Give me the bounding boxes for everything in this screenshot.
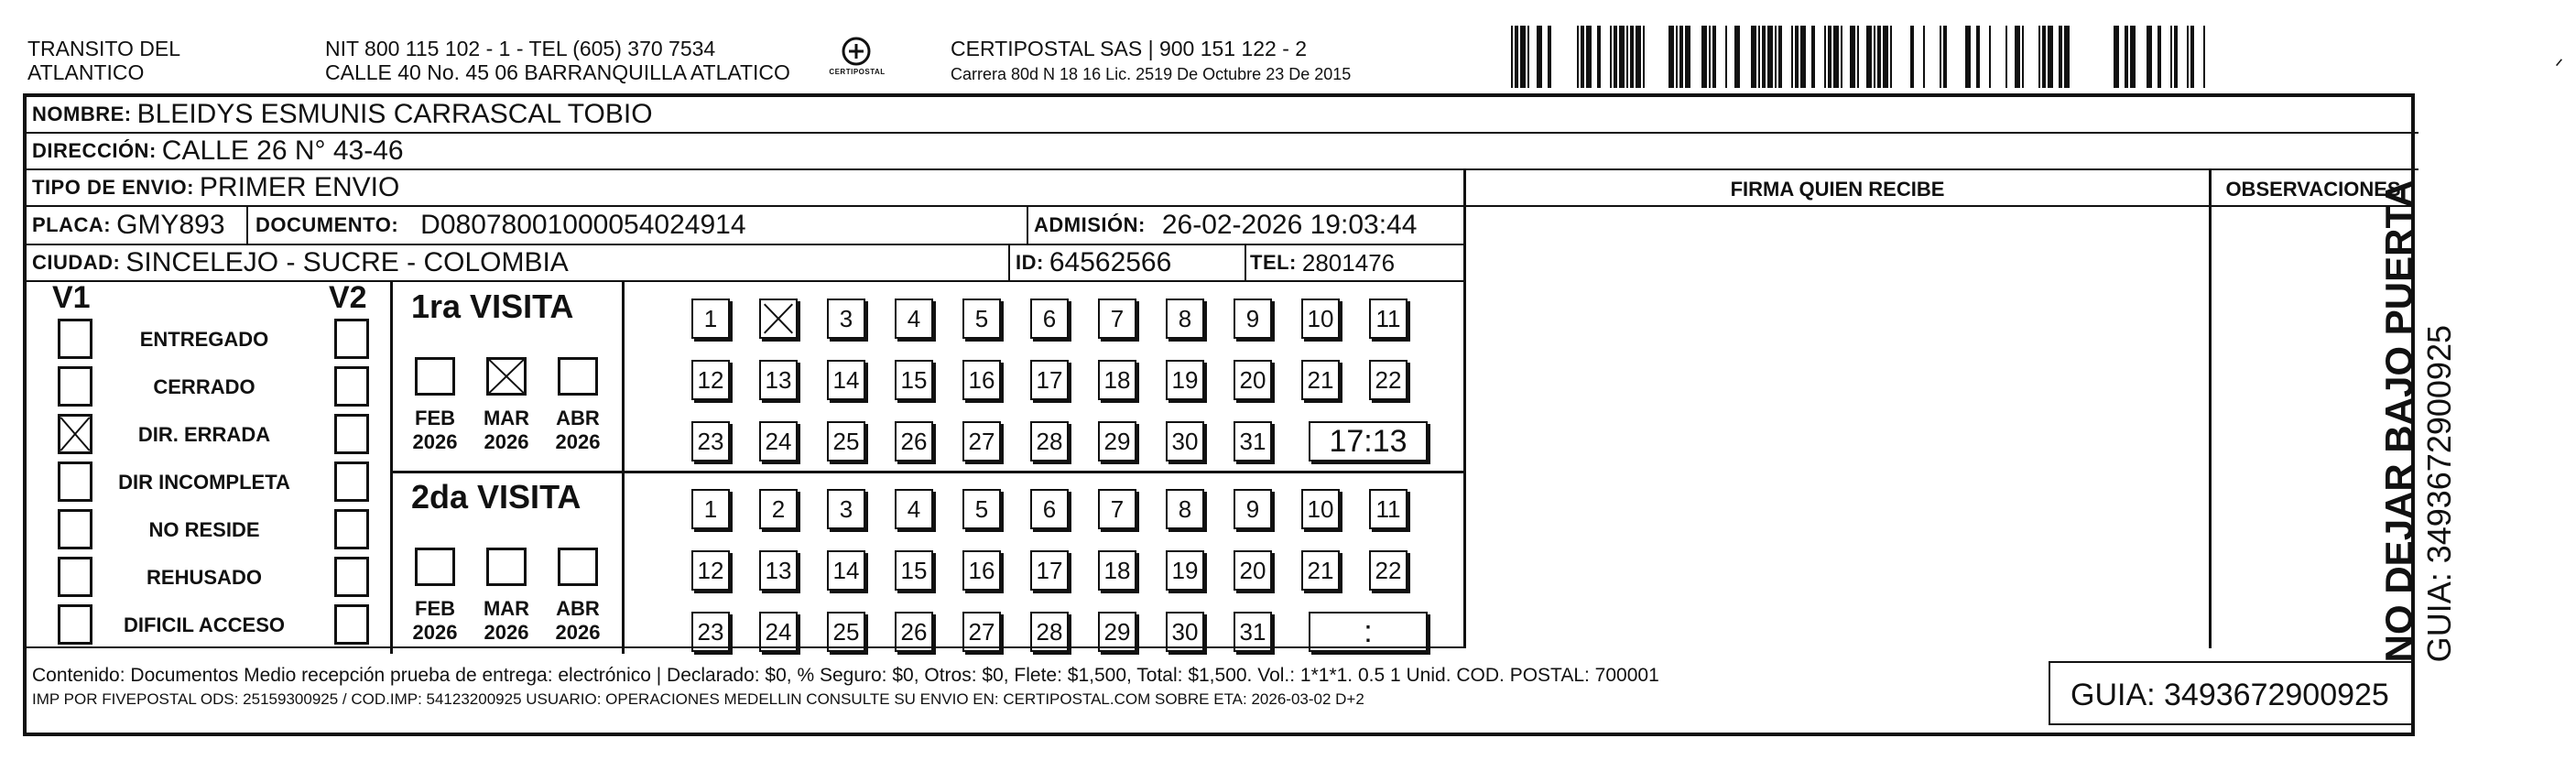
v2-checkbox[interactable] (334, 604, 369, 645)
day-box[interactable]: 9 (1234, 299, 1272, 339)
visit1-title: 1ra VISITA (411, 288, 574, 325)
signature-area[interactable] (1466, 207, 2209, 648)
day-box[interactable]: 27 (962, 421, 1001, 461)
barcode-bar (1965, 26, 1971, 88)
barcode-bar (1511, 26, 1513, 88)
day-box[interactable]: 29 (1098, 421, 1136, 461)
barcode-bar (1767, 26, 1773, 88)
ciudad-value: SINCELEJO - SUCRE - COLOMBIA (125, 247, 569, 277)
day-box[interactable]: 13 (759, 550, 798, 591)
v1-checkbox[interactable] (58, 366, 92, 407)
courier-license: Carrera 80d N 18 16 Lic. 2519 De Octubre 23 De 2015 (951, 65, 1352, 83)
v1-checkbox[interactable] (58, 557, 92, 597)
day-box[interactable]: 24 (759, 612, 798, 652)
barcode-bar (1795, 26, 1799, 88)
barcode-bar (2048, 26, 2053, 88)
barcode-bar (1619, 26, 1625, 88)
direccion-label: DIRECCIÓN: (32, 139, 157, 162)
day-box[interactable]: 25 (827, 612, 865, 652)
barcode-bar (1520, 26, 1526, 88)
day-box[interactable]: 23 (691, 421, 730, 461)
barcode-bar (1630, 26, 1634, 88)
documento-value: D08078001000054024914 (420, 210, 746, 240)
day-box[interactable]: 7 (1098, 489, 1136, 529)
barcode-bar (2114, 26, 2119, 88)
barcode-bar (1636, 26, 1641, 88)
barcode-bar (2125, 26, 2128, 88)
barcode-bar (2015, 26, 2020, 88)
reason-label: DIFICIL ACCESO (123, 613, 285, 636)
day-box[interactable]: 31 (1234, 421, 1272, 461)
month-name: MAR (483, 597, 530, 620)
day-box[interactable]: 22 (1369, 550, 1408, 591)
v1-label: V1 (52, 280, 91, 315)
month-label (550, 597, 605, 645)
day-box[interactable]: 4 (895, 489, 933, 529)
day-box[interactable]: 10 (1301, 299, 1340, 339)
id-label: ID: (1016, 251, 1044, 274)
row-placa (27, 207, 1463, 245)
day-box[interactable]: 15 (895, 360, 933, 400)
barcode-bar (1890, 26, 1892, 88)
footer-guia: GUIA: 3493672900925 (2071, 678, 2389, 712)
month-year: 2026 (484, 430, 529, 453)
month-label (408, 597, 462, 645)
barcode-bar (2022, 26, 2024, 88)
row-ciudad (27, 245, 1463, 282)
barcode-bar (2187, 26, 2189, 88)
admision-label: ADMISIÓN: (1034, 213, 1146, 236)
tipo-label: TIPO DE ENVIO: (32, 176, 194, 199)
day-box[interactable]: 10 (1301, 489, 1340, 529)
barcode-bar (1857, 26, 1859, 88)
barcode-bar (1940, 26, 1941, 88)
day-box[interactable]: 5 (962, 489, 1001, 529)
v2-checkbox[interactable] (334, 461, 369, 502)
placa-value: GMY893 (116, 210, 225, 240)
barcode-bar (1850, 26, 1855, 88)
barcode-bar (1577, 26, 1579, 88)
v1-checkbox[interactable] (58, 414, 92, 454)
v1-checkbox[interactable] (58, 604, 92, 645)
day-box[interactable]: 23 (691, 612, 730, 652)
barcode-bar (2038, 26, 2040, 88)
month-name: ABR (556, 407, 600, 429)
v2-checkbox[interactable] (334, 509, 369, 549)
barcode-bar (1828, 26, 1831, 88)
month-year: 2026 (555, 621, 601, 644)
day-box[interactable]: 31 (1234, 612, 1272, 652)
day-box[interactable]: 17 (1030, 360, 1069, 400)
day-box[interactable]: 6 (1030, 489, 1069, 529)
visit2-title: 2da VISITA (411, 478, 582, 516)
day-box[interactable]: 14 (827, 360, 865, 400)
visit-divider (393, 471, 1463, 473)
day-box[interactable]: 4 (895, 299, 933, 339)
day-box[interactable]: 21 (1301, 550, 1340, 591)
day-box[interactable]: 16 (962, 360, 1001, 400)
month-checkbox[interactable] (415, 548, 455, 586)
documento-label: DOCUMENTO: (255, 213, 399, 236)
month-checkbox[interactable] (486, 357, 527, 396)
barcode-bar (1709, 26, 1711, 88)
day-box[interactable]: 17 (1030, 550, 1069, 591)
logo-text: CERTIPOSTAL (829, 68, 886, 76)
barcode-bar (1976, 26, 1980, 88)
barcode-bar (1877, 26, 1881, 88)
barcode-bar (1712, 26, 1716, 88)
day-box[interactable]: 6 (1030, 299, 1069, 339)
v2-checkbox[interactable] (334, 414, 369, 454)
barcode-bar (1874, 26, 1875, 88)
day-box[interactable]: 18 (1098, 550, 1136, 591)
certipostal-logo (829, 33, 884, 84)
v2-checkbox[interactable] (334, 557, 369, 597)
barcode-bar (2147, 26, 2152, 88)
row-tipo-envio (27, 170, 1463, 207)
row-nombre (27, 97, 2418, 134)
month-checkbox[interactable] (415, 357, 455, 396)
barcode-bar (1581, 26, 1584, 88)
tel-value: 2801476 (1301, 248, 1396, 277)
day-box[interactable]: 16 (962, 550, 1001, 591)
nombre-label: NOMBRE: (32, 103, 132, 125)
ciudad-label: CIUDAD: (32, 251, 121, 274)
v1-checkbox[interactable] (58, 461, 92, 502)
month-name: MAR (483, 407, 530, 429)
barcode-bar (2064, 26, 2070, 88)
day-box[interactable]: 25 (827, 421, 865, 461)
barcode-bar (1614, 26, 1617, 88)
observaciones-header: OBSERVACIONES (2225, 178, 2401, 201)
time-box[interactable]: 17:13 (1309, 421, 1428, 461)
day-box[interactable]: 19 (1166, 360, 1204, 400)
month-year: 2026 (484, 621, 529, 644)
address-line: CALLE 40 No. 45 06 BARRANQUILLA ATLATICO (325, 60, 790, 84)
footer-contenido: Contenido: Documentos Medio recepción prueba de entrega: electrónico | Declarado: $0, % Seguro: $0, Otros: $0, Flete: $1,500, Total: $1,500. Vol.: 1*1*1. 0.5 1 Unid. COD. POSTAL: 700001 (32, 665, 1659, 686)
day-box[interactable]: 20 (1234, 550, 1272, 591)
day-box[interactable]: 9 (1234, 489, 1272, 529)
day-box[interactable] (759, 299, 798, 339)
barcode-bar (2130, 26, 2136, 88)
month-year: 2026 (555, 430, 601, 453)
month-name: FEB (415, 407, 455, 429)
barcode-bar (1883, 26, 1888, 88)
edge-mark: ᐟ (2555, 55, 2564, 78)
barcode-bar (2059, 26, 2062, 88)
barcode-bar (1833, 26, 1839, 88)
day-box[interactable]: 21 (1301, 360, 1340, 400)
barcode-bar (2042, 26, 2046, 88)
row-direccion (27, 134, 2418, 170)
barcode-bar (1725, 26, 1727, 88)
reason-label: NO RESIDE (148, 518, 260, 541)
barcode-bar (1758, 26, 1760, 88)
barcode-bar (1643, 26, 1645, 88)
barcode-bar (2170, 26, 2172, 88)
courier-name: CERTIPOSTAL SAS | 900 151 122 - 2 (951, 37, 1308, 60)
barcode-bar (2174, 26, 2178, 88)
barcode-bar (1751, 26, 1756, 88)
day-box[interactable]: 29 (1098, 612, 1136, 652)
day-box[interactable]: 14 (827, 550, 865, 591)
v2-label: V2 (329, 280, 367, 315)
month-year: 2026 (412, 621, 458, 644)
id-value: 64562566 (1049, 247, 1172, 277)
barcode-bar (1791, 26, 1793, 88)
day-box[interactable]: 7 (1098, 299, 1136, 339)
month-checkbox[interactable] (558, 357, 598, 396)
barcode-bar (1527, 26, 1529, 88)
day-box[interactable]: 18 (1098, 360, 1136, 400)
barcode-bar (1910, 26, 1914, 88)
day-box[interactable]: 24 (759, 421, 798, 461)
barcode-bar (1824, 26, 1826, 88)
company-name: TRANSITO DEL ATLANTICO (27, 37, 180, 84)
nit-line: NIT 800 115 102 - 1 - TEL (605) 370 7534 (325, 37, 716, 60)
day-box[interactable]: 11 (1369, 299, 1408, 339)
v2-checkbox[interactable] (334, 366, 369, 407)
day-box[interactable]: 8 (1166, 299, 1204, 339)
day-box[interactable]: 15 (895, 550, 933, 591)
day-box[interactable]: 2 (759, 489, 798, 529)
v1-checkbox[interactable] (58, 319, 92, 359)
month-name: FEB (415, 597, 455, 620)
admision-value: 26-02-2026 19:03:44 (1161, 210, 1418, 240)
nombre-value: BLEIDYS ESMUNIS CARRASCAL TOBIO (136, 99, 653, 129)
barcode-bar (1989, 26, 1991, 88)
delivery-form (23, 93, 2415, 736)
day-box[interactable]: 1 (691, 299, 730, 339)
day-box[interactable]: 13 (759, 360, 798, 400)
month-label (408, 407, 462, 454)
barcode-bar (2190, 26, 2194, 88)
month-label (479, 597, 534, 645)
month-checkbox[interactable] (558, 548, 598, 586)
barcode-bar (1923, 26, 1925, 88)
footer-imp: IMP POR FIVEPOSTAL ODS: 25159300925 / COD.IMP: 54123200925 USUARIO: OPERACIONES MEDELLIN CONSULTE SU ENVIO EN: CERTIPOSTAL.COM SOBRE ETA: 2026-03-02 D+2 (32, 690, 1364, 708)
day-box[interactable]: 22 (1369, 360, 1408, 400)
barcode-bar (2158, 26, 2161, 88)
month-label (479, 407, 534, 454)
barcode-bar (1778, 26, 1782, 88)
reason-label: CERRADO (153, 375, 255, 398)
day-box[interactable]: 3 (827, 299, 865, 339)
barcode-bar (1676, 26, 1678, 88)
v2-checkbox[interactable] (334, 319, 369, 359)
reason-label: ENTREGADO (139, 328, 269, 351)
month-label (550, 407, 605, 454)
reason-label: REHUSADO (147, 566, 262, 589)
day-box[interactable]: 5 (962, 299, 1001, 339)
day-box[interactable]: 27 (962, 612, 1001, 652)
reason-label: DIR INCOMPLETA (118, 471, 290, 494)
month-name: ABR (556, 597, 600, 620)
day-box[interactable]: 12 (691, 550, 730, 591)
barcode-bar (1775, 26, 1777, 88)
barcode-bar (1597, 26, 1601, 88)
day-box[interactable]: 20 (1234, 360, 1272, 400)
tel-label: TEL: (1250, 251, 1297, 274)
barcode-bar (1626, 26, 1628, 88)
side-guia: GUIA: 3493672900925 (2420, 325, 2458, 663)
day-box[interactable]: 26 (895, 421, 933, 461)
barcode-bar (2203, 26, 2205, 88)
barcode-bar (1762, 26, 1766, 88)
firma-header: FIRMA QUIEN RECIBE (1730, 178, 1945, 201)
months-divider (622, 282, 625, 654)
barcode-bar (1800, 26, 1806, 88)
barcode-bar (2005, 26, 2007, 88)
barcode-bar (1685, 26, 1690, 88)
day-box[interactable]: 30 (1166, 612, 1204, 652)
v1-checkbox[interactable] (58, 509, 92, 549)
barcode-bar (1548, 26, 1551, 88)
barcode-bar (1668, 26, 1674, 88)
day-box[interactable]: 28 (1030, 612, 1069, 652)
barcode-bar (1811, 26, 1815, 88)
day-box[interactable]: 1 (691, 489, 730, 529)
time-box[interactable]: : (1309, 612, 1428, 652)
barcode-bar (1679, 26, 1683, 88)
barcode-bar (1866, 26, 1872, 88)
barcode-bar (1610, 26, 1612, 88)
barcode-bar (1734, 26, 1740, 88)
month-checkbox[interactable] (486, 548, 527, 586)
direccion-value: CALLE 26 N° 43-46 (161, 136, 404, 166)
reason-label: DIR. ERRADA (137, 423, 271, 446)
day-box[interactable]: 28 (1030, 421, 1069, 461)
day-box[interactable]: 19 (1166, 550, 1204, 591)
month-year: 2026 (412, 430, 458, 453)
barcode (1504, 26, 2209, 88)
no-dejar-bajo-puerta: NO DEJAR BAJO PUERTA (2377, 179, 2420, 663)
day-box[interactable]: 3 (827, 489, 865, 529)
day-box[interactable]: 11 (1369, 489, 1408, 529)
barcode-bar (1515, 26, 1518, 88)
barcode-bar (1841, 26, 1842, 88)
tipo-value: PRIMER ENVIO (199, 172, 400, 202)
placa-label: PLACA: (32, 213, 112, 236)
day-box[interactable]: 26 (895, 612, 933, 652)
barcode-bar (1537, 26, 1542, 88)
barcode-bar (1701, 26, 1707, 88)
barcode-bar (1943, 26, 1947, 88)
barcode-bar (1586, 26, 1592, 88)
day-box[interactable]: 30 (1166, 421, 1204, 461)
day-box[interactable]: 8 (1166, 489, 1204, 529)
day-box[interactable]: 12 (691, 360, 730, 400)
